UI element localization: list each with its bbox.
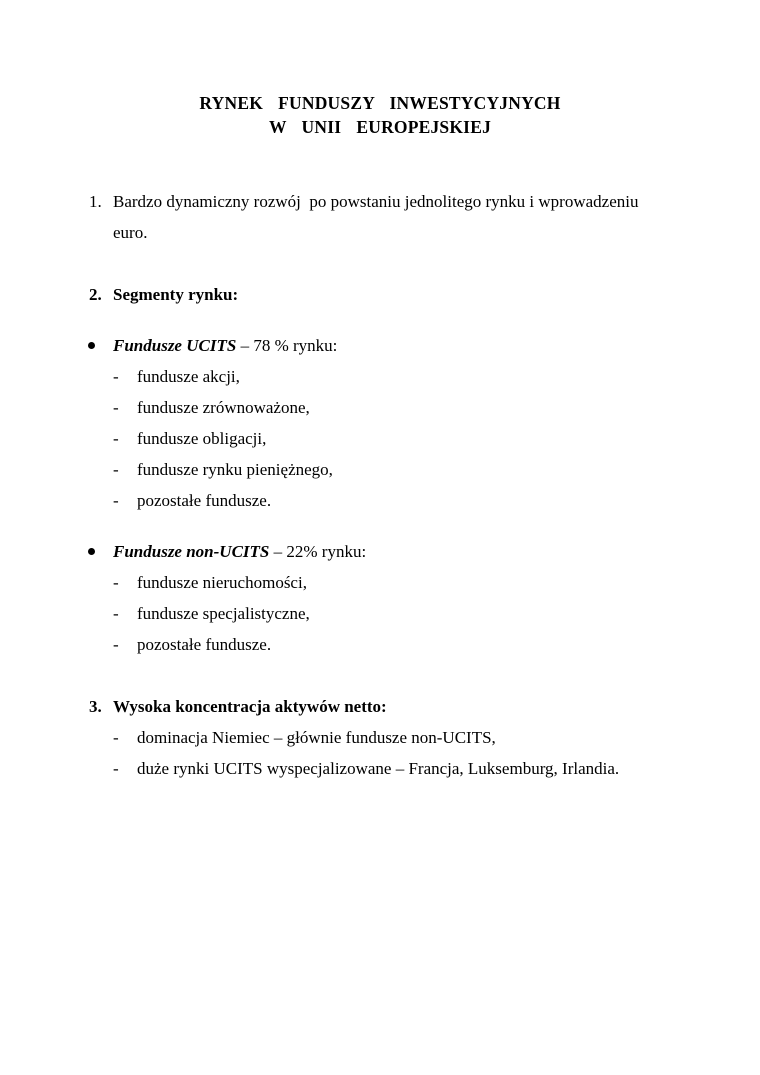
- section-3-number: 3.: [89, 697, 102, 716]
- ucits-share: – 78 % rynku:: [236, 336, 338, 355]
- bullet-icon: [88, 548, 95, 555]
- section-2-heading: Segmenty rynku:: [113, 285, 239, 304]
- ucits-name: Fundusze UCITS: [113, 336, 237, 355]
- ucits-item: fundusze zrównoważone,: [137, 398, 310, 417]
- section-1-text-line-1: Bardzo dynamiczny rozwój po powstaniu jednolitego rynku i wprowadzeniu: [113, 192, 639, 211]
- dash-icon: -: [113, 460, 119, 479]
- bullet-icon: [88, 342, 95, 349]
- ucits-item: fundusze akcji,: [137, 367, 240, 386]
- non-ucits-item: fundusze nieruchomości,: [137, 573, 307, 592]
- dash-icon: -: [113, 367, 119, 386]
- dash-icon: -: [113, 635, 119, 654]
- ucits-item: fundusze rynku pieniężnego,: [137, 460, 333, 479]
- dash-icon: -: [113, 429, 119, 448]
- non-ucits-name: Fundusze non-UCITS: [113, 542, 270, 561]
- section-1-text-line-2: euro.: [113, 223, 148, 242]
- section-3-item: dominacja Niemiec – głównie fundusze non-UCITS,: [137, 728, 496, 747]
- ucits-item: fundusze obligacji,: [137, 429, 267, 448]
- non-ucits-item: fundusze specjalistyczne,: [137, 604, 310, 623]
- dash-icon: -: [113, 491, 119, 510]
- ucits-item: pozostałe fundusze.: [137, 491, 272, 510]
- section-3-heading: Wysoka koncentracja aktywów netto:: [113, 697, 387, 716]
- dash-icon: -: [113, 759, 119, 778]
- section-1-number: 1.: [89, 192, 102, 211]
- dash-icon: -: [113, 398, 119, 417]
- section-3-item: duże rynki UCITS wyspecjalizowane – Francja, Luksemburg, Irlandia.: [137, 759, 620, 778]
- non-ucits-item: pozostałe fundusze.: [137, 635, 272, 654]
- title-line-2: W UNII EUROPEJSKIEJ: [268, 117, 492, 137]
- non-ucits-heading: [113, 542, 366, 562]
- section-2-number: 2.: [89, 285, 102, 304]
- ucits-heading: [113, 336, 337, 356]
- non-ucits-share: – 22% rynku:: [269, 542, 367, 561]
- title-line-1: RYNEK FUNDUSZY INWESTYCYJNYCH: [199, 93, 561, 113]
- dash-icon: -: [113, 604, 119, 623]
- dash-icon: -: [113, 728, 119, 747]
- dash-icon: -: [113, 573, 119, 592]
